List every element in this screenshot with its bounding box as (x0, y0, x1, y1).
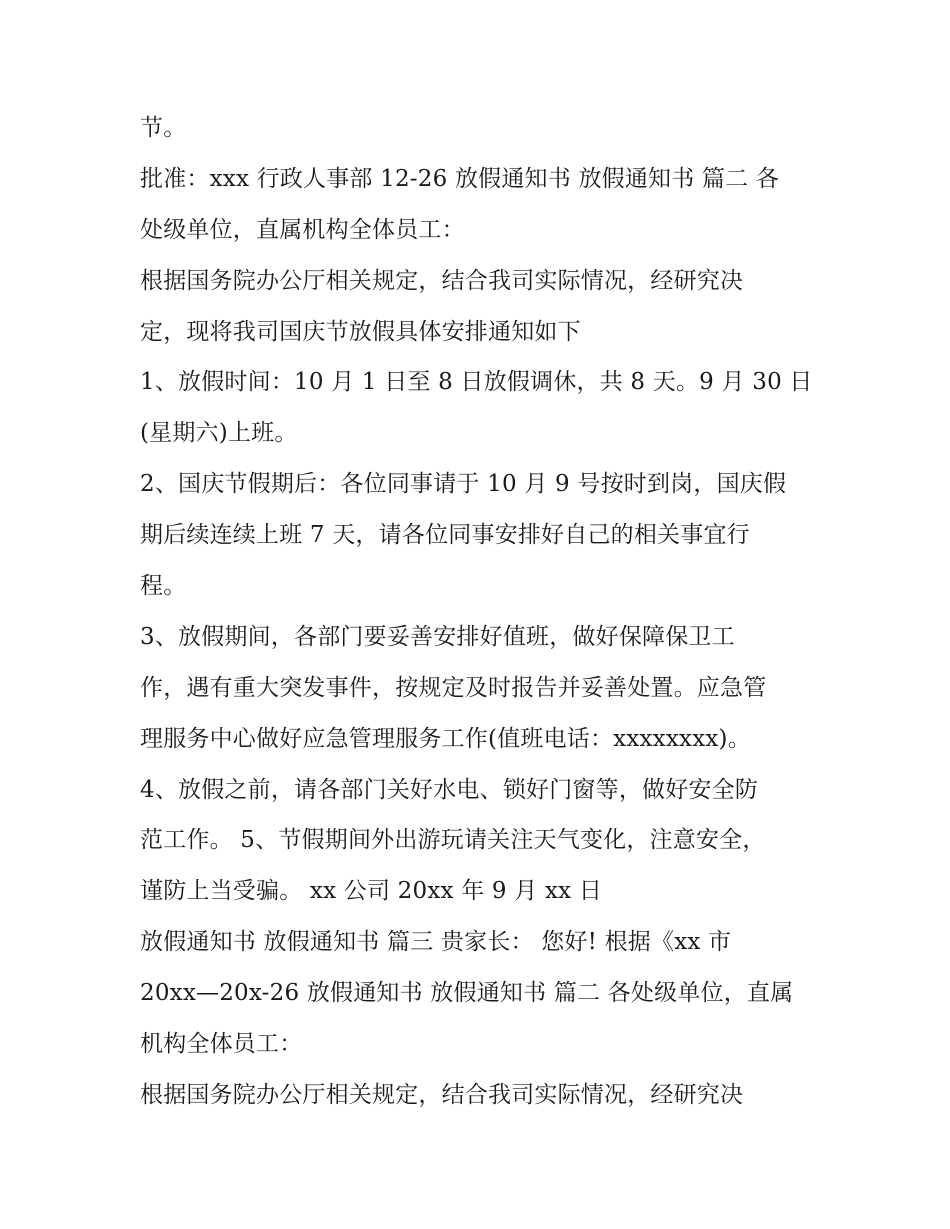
text-line: 作，遇有重大突发事件，按规定及时报告并妥善处置。应急管 (140, 674, 767, 701)
text-line: 4、放假之前，请各部门关好水电、锁好门窗等，做好安全防 (140, 776, 759, 803)
text-line: 处级单位，直属机构全体员工： (140, 216, 465, 243)
text-line: 机构全体员工： (140, 1031, 303, 1058)
text-line: 放假通知书 放假通知书 篇三 贵家长： 您好! 根据《xx 市 (140, 929, 732, 956)
text-line: 理服务中心做好应急管理服务工作(值班电话：xxxxxxxx)。 (140, 725, 751, 752)
text-line: 节。 (140, 115, 187, 141)
text-line: 根据国务院办公厅相关规定，结合我司实际情况，经研究决 (140, 1081, 744, 1108)
text-line: 期后续连续上班 7 天，请各位同事安排好自己的相关事宜行 (140, 522, 750, 549)
text-line: (星期六)上班。 (140, 420, 298, 447)
text-line: 20xx—20x-26 放假通知书 放假通知书 篇二 各处级单位，直属 (140, 980, 794, 1007)
text-line: 2、国庆节假期后：各位同事请于 10 月 9 号按时到岗，国庆假 (140, 471, 787, 498)
text-line: 1、放假时间：10 月 1 日至 8 日放假调休，共 8 天。9 月 30 日 (140, 369, 813, 396)
document-body (140, 103, 820, 1121)
text-line: 根据国务院办公厅相关规定，结合我司实际情况，经研究决 (140, 267, 744, 294)
text-line: 定，现将我司国庆节放假具体安排通知如下 (140, 318, 581, 345)
text-line: 程。 (140, 573, 187, 600)
text-line: 批准：xxx 行政人事部 12-26 放假通知书 放假通知书 篇二 各 (140, 165, 780, 192)
text-line: 谨防上当受骗。 xx 公司 20xx 年 9 月 xx 日 (140, 878, 603, 905)
text-line: 3、放假期间，各部门要妥善安排好值班，做好保障保卫工 (140, 623, 735, 650)
text-line: 范工作。 5、节假期间外出游玩请关注天气变化，注意安全， (140, 827, 766, 854)
